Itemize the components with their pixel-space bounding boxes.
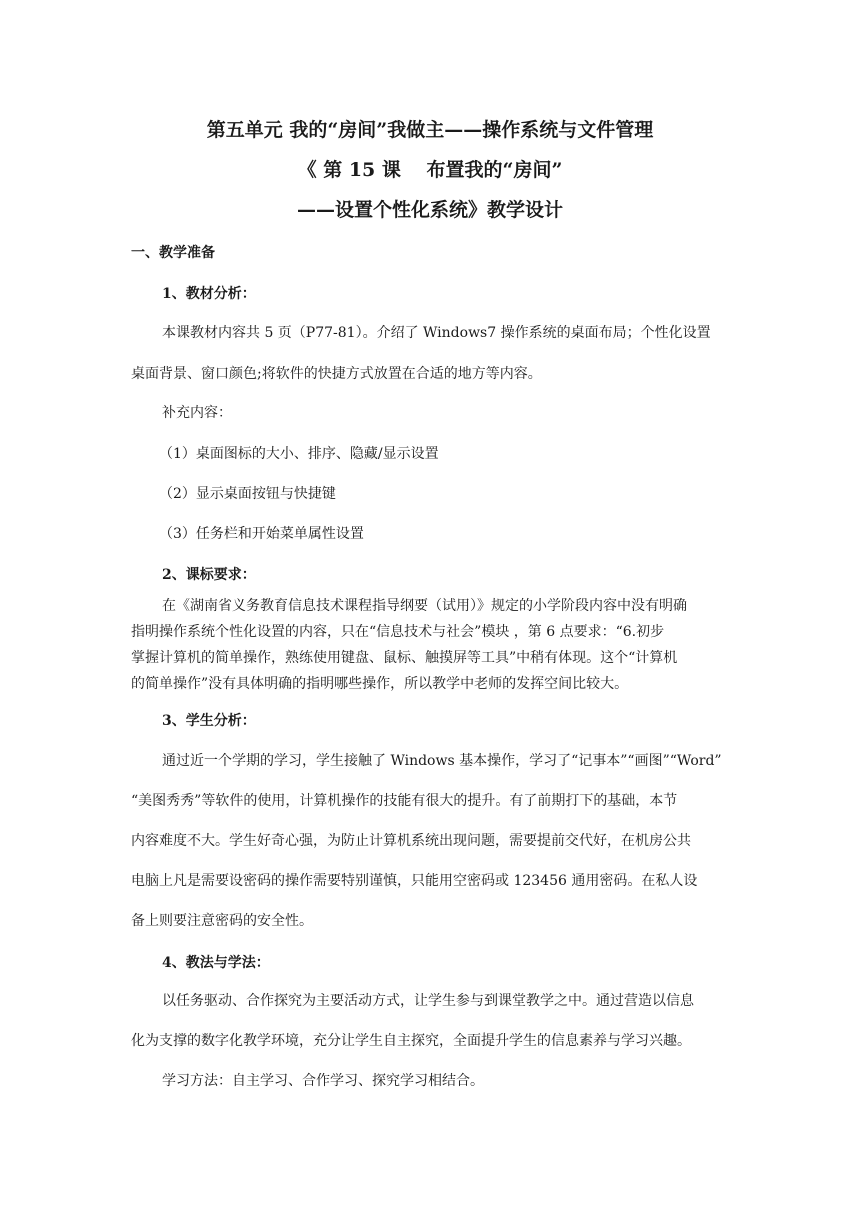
paragraph-line: 在《湖南省义务教育信息技术课程指导纲要（试用）》规定的小学阶段内容中没有明确 [162, 598, 687, 614]
supplement-label: 补充内容： [162, 405, 232, 421]
title-line-1: 第五单元 我的“房间”我做主——操作系统与文件管理 [206, 119, 654, 141]
paragraph-line: 备上则要注意密码的安全性。 [131, 913, 313, 929]
paragraph-line: 电脑上凡是需要设密码的操作需要特别谨慎，只能用空密码或 123456 通用密码。在私人设 [131, 873, 698, 889]
subheading-student-analysis: 3、学生分析： [162, 713, 256, 729]
subheading-textbook-analysis: 1、教材分析： [162, 286, 256, 302]
title-line-2: 《 第 15 课 布置我的“房间” [297, 159, 563, 181]
paragraph-line: 的简单操作”没有具体明确的指明哪些操作，所以教学中老师的发挥空间比较大。 [131, 676, 629, 692]
subheading-teaching-methods: 4、教法与学法： [162, 955, 270, 971]
paragraph-line: 化为支撑的数字化教学环境，充分让学生自主探究，全面提升学生的信息素养与学习兴趣。 [131, 1033, 691, 1049]
supplement-item: （2）显示桌面按钮与快捷键 [159, 486, 336, 502]
paragraph-line: 桌面背景、窗口颜色;将软件的快捷方式放置在合适的地方等内容。 [131, 366, 542, 382]
paragraph-line: 通过近一个学期的学习，学生接触了 Windows 基本操作，学习了“记事本”“画图”“Word” [162, 753, 722, 769]
paragraph-line: 掌握计算机的简单操作，熟练使用键盘、鼠标、触摸屏等工具”中稍有体现。这个“计算机 [131, 650, 678, 666]
title-line-3: ——设置个性化系统》教学设计 [296, 199, 563, 221]
paragraph-line: 内容难度不大。学生好奇心强，为防止计算机系统出现问题，需要提前交代好，在机房公共 [131, 833, 691, 849]
section-heading-preparation: 一、教学准备 [131, 245, 215, 261]
paragraph-line: 本课教材内容共 5 页（P77-81）。介绍了 Windows7 操作系统的桌面布局；个性化设置 [162, 325, 711, 341]
study-methods-line: 学习方法：自主学习、合作学习、探究学习相结合。 [162, 1073, 484, 1089]
paragraph-line: 以任务驱动、合作探究为主要活动方式，让学生参与到课堂教学之中。通过营造以信息 [162, 993, 694, 1009]
subheading-curriculum-requirements: 2、课标要求： [162, 567, 256, 583]
paragraph-line: 指明操作系统个性化设置的内容，只在“信息技术与社会”模块 ，第 6 点要求：“6.初步 [131, 624, 665, 640]
supplement-item: （3）任务栏和开始菜单属性设置 [159, 526, 364, 542]
supplement-item: （1）桌面图标的大小、排序、隐藏/显示设置 [159, 446, 439, 462]
paragraph-line: “美图秀秀”等软件的使用，计算机操作的技能有很大的提升。有了前期打下的基础，本节 [131, 793, 678, 809]
